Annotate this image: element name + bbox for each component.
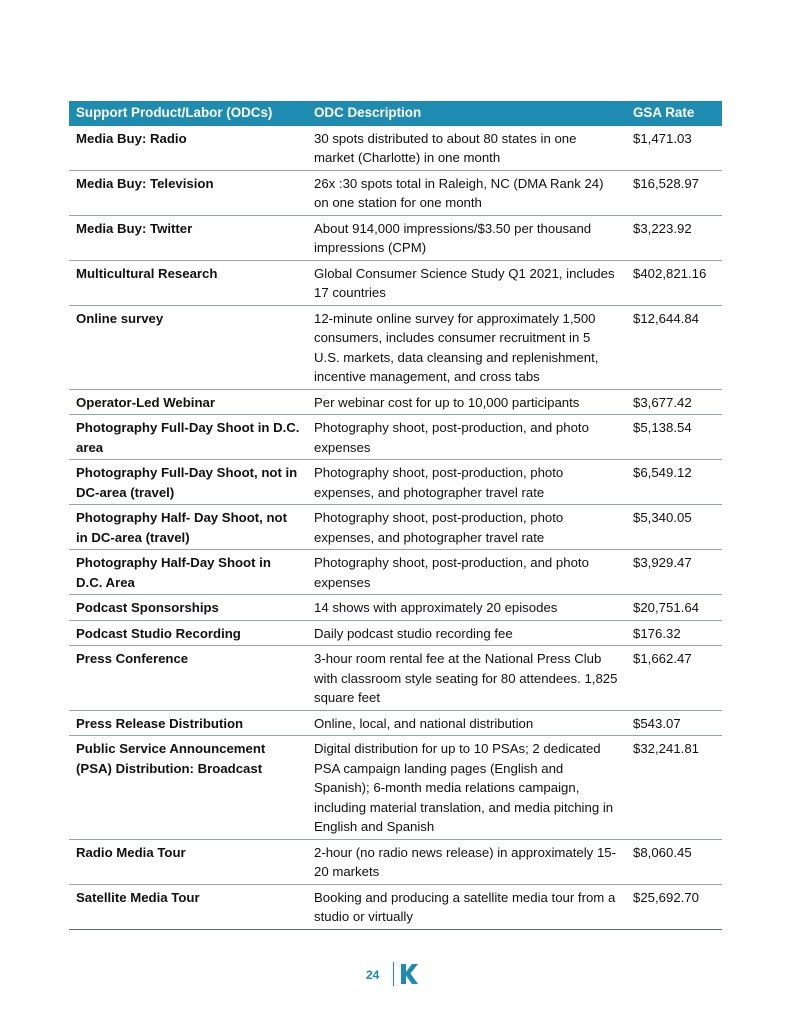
cell-odc-description: 12-minute online survey for approximately 1,500 consumers, includes consumer recruitment in 5 U.S. markets, data cleansing and replenishment, incentive management, and cross tabs [307,305,626,389]
table-row [69,415,722,460]
cell-support-product: Press Release Distribution [69,710,307,736]
cell-gsa-rate: $6,549.12 [626,460,722,505]
cell-gsa-rate: $5,138.54 [626,415,722,460]
table-row [69,710,722,736]
table-row [69,550,722,595]
header-odc-description: ODC Description [307,101,626,126]
table-row [69,389,722,415]
table-row [69,305,722,389]
cell-odc-description: About 914,000 impressions/$3.50 per thousand impressions (CPM) [307,215,626,260]
header-gsa-rate: GSA Rate [626,101,722,126]
table-row [69,839,722,884]
cell-gsa-rate: $402,821.16 [626,260,722,305]
table-row [69,260,722,305]
cell-support-product: Public Service Announcement (PSA) Distribution: Broadcast [69,736,307,840]
cell-odc-description: 3-hour room rental fee at the National Press Club with classroom style seating for 80 attendees. 1,825 square feet [307,646,626,711]
cell-support-product: Podcast Sponsorships [69,595,307,621]
cell-gsa-rate: $1,662.47 [626,646,722,711]
cell-odc-description: Digital distribution for up to 10 PSAs; 2 dedicated PSA campaign landing pages (English and Spanish); 6-month media relations campaign, including material translation, and media pitching in English and Spanish [307,736,626,840]
table-body [69,126,722,930]
cell-odc-description: Global Consumer Science Study Q1 2021, includes 17 countries [307,260,626,305]
cell-support-product: Media Buy: Radio [69,126,307,171]
cell-gsa-rate: $5,340.05 [626,505,722,550]
cell-support-product: Media Buy: Television [69,170,307,215]
table-row [69,460,722,505]
table-row [69,505,722,550]
cell-odc-description: Daily podcast studio recording fee [307,620,626,646]
cell-gsa-rate: $12,644.84 [626,305,722,389]
cell-odc-description: 14 shows with approximately 20 episodes [307,595,626,621]
cell-support-product: Press Conference [69,646,307,711]
cell-odc-description: Booking and producing a satellite media tour from a studio or virtually [307,884,626,929]
table-header [69,101,722,126]
cell-support-product: Media Buy: Twitter [69,215,307,260]
footer-divider [393,962,394,986]
cell-gsa-rate: $20,751.64 [626,595,722,621]
cell-odc-description: 26x :30 spots total in Raleigh, NC (DMA Rank 24) on one station for one month [307,170,626,215]
table-row [69,620,722,646]
header-support-product: Support Product/Labor (ODCs) [69,101,307,126]
cell-gsa-rate: $3,223.92 [626,215,722,260]
cell-gsa-rate: $25,692.70 [626,884,722,929]
cell-odc-description: Online, local, and national distribution [307,710,626,736]
cell-odc-description: Photography shoot, post-production, photo expenses, and photographer travel rate [307,460,626,505]
page-number: 24 [366,968,380,982]
cell-gsa-rate: $16,528.97 [626,170,722,215]
cell-support-product: Operator-Led Webinar [69,389,307,415]
cell-gsa-rate: $3,929.47 [626,550,722,595]
table-row [69,170,722,215]
table-row [69,884,722,929]
table-row [69,595,722,621]
cell-support-product: Photography Full-Day Shoot in D.C. area [69,415,307,460]
cell-gsa-rate: $3,677.42 [626,389,722,415]
odc-rates-table [69,101,722,930]
table-header-row [69,101,722,126]
odc-table-container [69,101,722,930]
cell-support-product: Online survey [69,305,307,389]
cell-gsa-rate: $1,471.03 [626,126,722,171]
cell-odc-description: Photography shoot, post-production, and photo expenses [307,415,626,460]
cell-support-product: Satellite Media Tour [69,884,307,929]
page-footer [0,962,791,988]
cell-support-product: Photography Half- Day Shoot, not in DC-area (travel) [69,505,307,550]
cell-gsa-rate: $8,060.45 [626,839,722,884]
k-logo-icon [400,964,418,989]
cell-gsa-rate: $32,241.81 [626,736,722,840]
cell-support-product: Podcast Studio Recording [69,620,307,646]
cell-odc-description: Photography shoot, post-production, and photo expenses [307,550,626,595]
table-row [69,646,722,711]
cell-gsa-rate: $543.07 [626,710,722,736]
cell-support-product: Multicultural Research [69,260,307,305]
cell-odc-description: 30 spots distributed to about 80 states in one market (Charlotte) in one month [307,126,626,171]
cell-support-product: Radio Media Tour [69,839,307,884]
cell-odc-description: Photography shoot, post-production, photo expenses, and photographer travel rate [307,505,626,550]
table-row [69,215,722,260]
cell-odc-description: Per webinar cost for up to 10,000 participants [307,389,626,415]
table-row [69,126,722,171]
cell-support-product: Photography Half-Day Shoot in D.C. Area [69,550,307,595]
table-row [69,736,722,840]
cell-support-product: Photography Full-Day Shoot, not in DC-area (travel) [69,460,307,505]
cell-gsa-rate: $176.32 [626,620,722,646]
cell-odc-description: 2-hour (no radio news release) in approximately 15-20 markets [307,839,626,884]
